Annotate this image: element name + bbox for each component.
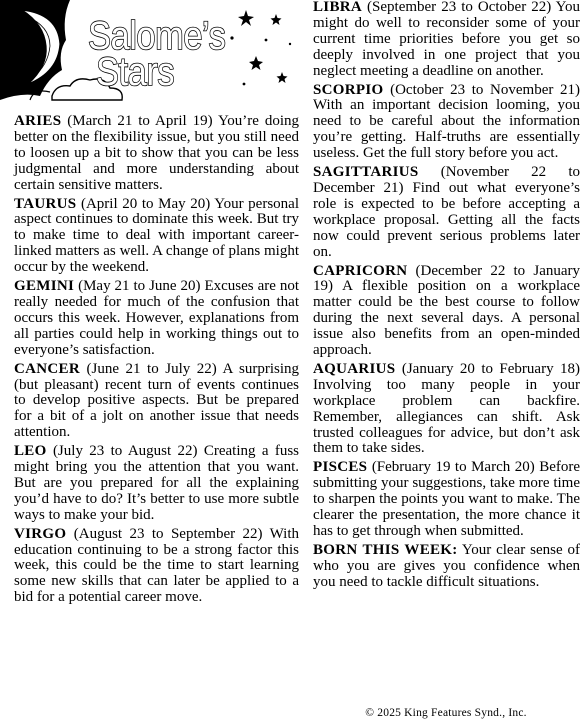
horoscope-text: (January 20 to February 18) Involving too many people in your workplace problem can backfire. Remember, allegiances can shift. Ask trusted colleagues for advice, but don’t ask them to take sides. (313, 360, 580, 457)
horoscope-text: (May 21 to June 20) Excuses are not really needed for much of the confusion that occurs this week. However, explanations from all parties could help in working things out to everyone’s satisfaction. (14, 278, 300, 358)
sign-name: LEO (14, 443, 47, 460)
horoscope-entry (14, 444, 299, 524)
copyright-notice: © 2025 King Features Synd., Inc. (365, 707, 527, 719)
horoscope-text: (November 22 to December 21) Find out what everyone’s role is expected to be before accepting a workplace proposal. Getting all the facts now could prevent serious problems later on. (313, 164, 580, 260)
horoscope-text: (June 21 to July 22) A surprising (but pleasant) recent turn of events continues to develop positive aspects. But be prepared for a bit of a jolt on another issue that needs attention. (14, 360, 299, 441)
sign-name: SAGITTARIUS (313, 164, 419, 181)
column-logo (0, 0, 300, 103)
horoscope-entry (313, 165, 580, 260)
sign-name: CANCER (14, 360, 80, 377)
horoscope-text: (December 22 to January 19) A flexible position on a workplace matter could be the best course to follow during the next several days. A personal issue also benefits from an open-minded approach. (313, 262, 580, 359)
sign-name: PISCES (313, 459, 368, 476)
sign-name: AQUARIUS (313, 360, 396, 377)
logo-title-line1: Salome’s (88, 14, 226, 58)
horoscope-entry (313, 83, 580, 163)
horoscope-entry (14, 197, 299, 277)
logo-title-line2: Stars (96, 50, 175, 94)
sign-name: TAURUS (14, 195, 77, 212)
horoscope-text: (July 23 to August 22) Creating a fuss might bring you the attention that you want. But are you prepared for all the explaining you’d have to do? It’s better to use more subtle ways to make your bid. (14, 443, 300, 523)
horoscope-text: (March 21 to April 19) You’re doing better on the flexibility issue, but you still need to loosen up a bit to show that you can be less judgmental and more understanding about certain sensitive matters. (14, 113, 300, 193)
sign-name: ARIES (14, 113, 62, 129)
right-column (313, 0, 580, 594)
horoscope-text: Your clear sense of who you are gives you confidence when you need to tackle difficult situations. (313, 541, 580, 590)
sign-name: GEMINI (14, 278, 75, 295)
horoscope-entry (14, 362, 299, 442)
horoscope-text: (August 23 to September 22) With education continuing to be a strong factor this week, this could be the time to start learning some new skills that can later be applied to a bid for a potential career move. (14, 525, 300, 606)
horoscope-entry (313, 264, 580, 359)
horoscope-entry (313, 362, 580, 457)
sign-name: SCORPIO (313, 81, 384, 98)
horoscope-entry (14, 279, 299, 359)
horoscope-entry (14, 527, 299, 607)
horoscope-text: (September 23 to October 22) You might do well to reconsider some of your current time priorities before you get so deeply involved in one project that you neglect meeting a deadline on another. (313, 0, 580, 79)
horoscope-entry (313, 460, 580, 540)
sign-name: VIRGO (14, 525, 67, 542)
horoscope-entry (313, 543, 580, 591)
horoscope-entry (14, 114, 299, 194)
sign-name: BORN THIS WEEK: (313, 541, 458, 558)
sign-name: LIBRA (313, 0, 363, 15)
left-column (14, 114, 299, 609)
horoscope-entry (313, 0, 580, 80)
horoscope-text: (October 23 to November 21) With an important decision looming, you need to be careful about the information you’re getting. Half-truths are essentially useless. Get the full story before you act. (313, 81, 580, 162)
horoscope-text: (February 19 to March 20) Before submitting your suggestions, take more time to sharpen the points you want to make. The clearer the presentation, the more chance it has to get through when submitted. (313, 459, 580, 539)
sign-name: CAPRICORN (313, 262, 408, 279)
horoscope-text: (April 20 to May 20) Your personal aspect continues to dominate this week. But try to make time to deal with important career-linked matters as well. A change of plans might occur by the weekend. (14, 195, 300, 276)
